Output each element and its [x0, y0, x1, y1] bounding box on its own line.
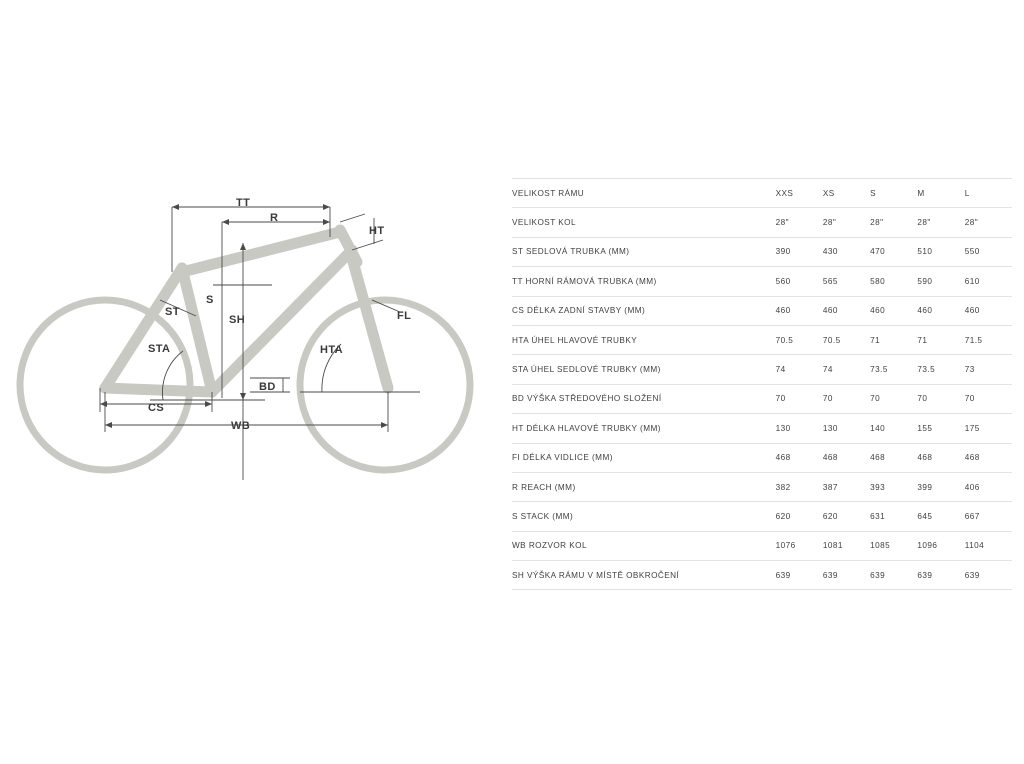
row-label: WB ROZVOR KOL: [512, 531, 776, 560]
cell-l: 460: [965, 296, 1012, 325]
cell-xxs: 1076: [776, 531, 823, 560]
cell-xxs: 130: [776, 414, 823, 443]
cell-l: 550: [965, 237, 1012, 266]
cell-xs: 468: [823, 443, 870, 472]
row-label: ST SEDLOVÁ TRUBKA (MM): [512, 237, 776, 266]
cell-xs: 28": [823, 208, 870, 237]
geometry-table-body: [512, 179, 1012, 590]
cell-xs: 565: [823, 267, 870, 296]
cell-l: 73: [965, 355, 1012, 384]
cell-l: 639: [965, 561, 1012, 590]
cell-s: 70: [870, 384, 917, 413]
table-row: [512, 355, 1012, 384]
cell-m: M: [917, 179, 964, 208]
cell-xxs: 639: [776, 561, 823, 590]
cell-xxs: 74: [776, 355, 823, 384]
cell-s: 468: [870, 443, 917, 472]
cell-l: 70: [965, 384, 1012, 413]
table-row: [512, 502, 1012, 531]
cell-l: 406: [965, 472, 1012, 501]
row-label: BD VÝŠKA STŘEDOVÉHO SLOŽENÍ: [512, 384, 776, 413]
cell-m: 510: [917, 237, 964, 266]
cell-xs: 430: [823, 237, 870, 266]
geometry-table-panel: [512, 178, 1012, 590]
label-TT: TT: [236, 197, 251, 209]
cell-m: 28": [917, 208, 964, 237]
cell-s: 470: [870, 237, 917, 266]
cell-s: 393: [870, 472, 917, 501]
cell-xs: 387: [823, 472, 870, 501]
cell-s: 1085: [870, 531, 917, 560]
cell-xxs: 70.5: [776, 325, 823, 354]
cell-m: 460: [917, 296, 964, 325]
cell-m: 590: [917, 267, 964, 296]
cell-s: 71: [870, 325, 917, 354]
cell-m: 73.5: [917, 355, 964, 384]
cell-m: 70: [917, 384, 964, 413]
table-row: [512, 267, 1012, 296]
cell-xxs: 460: [776, 296, 823, 325]
cell-xxs: 620: [776, 502, 823, 531]
cell-l: 667: [965, 502, 1012, 531]
cell-m: 639: [917, 561, 964, 590]
cell-xxs: 70: [776, 384, 823, 413]
cell-m: 399: [917, 472, 964, 501]
table-row: [512, 296, 1012, 325]
row-label: VELIKOST RÁMU: [512, 179, 776, 208]
row-label: TT HORNÍ RÁMOVÁ TRUBKA (MM): [512, 267, 776, 296]
table-row: [512, 414, 1012, 443]
cell-l: 71.5: [965, 325, 1012, 354]
cell-xs: 70.5: [823, 325, 870, 354]
row-label: SH VÝŠKA RÁMU V MÍSTĚ OBKROČENÍ: [512, 561, 776, 590]
top-tube: [182, 232, 340, 272]
row-label: S STACK (MM): [512, 502, 776, 531]
cell-xs: 74: [823, 355, 870, 384]
label-CS: CS: [148, 402, 165, 414]
cell-l: 1104: [965, 531, 1012, 560]
cell-xxs: 28": [776, 208, 823, 237]
cell-xxs: 382: [776, 472, 823, 501]
cell-l: 610: [965, 267, 1012, 296]
chainstay: [105, 388, 212, 392]
cell-s: S: [870, 179, 917, 208]
cell-s: 580: [870, 267, 917, 296]
cell-xs: 130: [823, 414, 870, 443]
cell-l: L: [965, 179, 1012, 208]
label-R: R: [270, 212, 279, 224]
table-row: [512, 531, 1012, 560]
cell-xs: XS: [823, 179, 870, 208]
table-row: [512, 384, 1012, 413]
cell-s: 73.5: [870, 355, 917, 384]
row-label: R REACH (MM): [512, 472, 776, 501]
label-HT: HT: [369, 225, 385, 237]
cell-xs: 639: [823, 561, 870, 590]
label-FL: FL: [397, 310, 412, 322]
label-S: S: [206, 294, 214, 306]
cell-s: 28": [870, 208, 917, 237]
row-label: STA ÚHEL SEDLOVÉ TRUBKY (MM): [512, 355, 776, 384]
label-BD: BD: [259, 381, 276, 393]
row-label: HTA ÚHEL HLAVOVÉ TRUBKY: [512, 325, 776, 354]
cell-m: 1096: [917, 531, 964, 560]
cell-xxs: 560: [776, 267, 823, 296]
table-row: [512, 237, 1012, 266]
cell-xxs: 390: [776, 237, 823, 266]
cell-l: 468: [965, 443, 1012, 472]
frame-geometry-diagram: [0, 0, 510, 764]
geometry-table: [512, 178, 1012, 590]
fork: [352, 258, 388, 388]
table-row: [512, 472, 1012, 501]
cell-l: 175: [965, 414, 1012, 443]
cell-xs: 460: [823, 296, 870, 325]
cell-xs: 1081: [823, 531, 870, 560]
table-row-header: [512, 179, 1012, 208]
row-label: CS DÉLKA ZADNÍ STAVBY (MM): [512, 296, 776, 325]
diagram-svg: [0, 0, 510, 764]
cell-m: 155: [917, 414, 964, 443]
row-label: HT DÉLKA HLAVOVÉ TRUBKY (MM): [512, 414, 776, 443]
label-WB: WB: [231, 420, 251, 432]
cell-l: 28": [965, 208, 1012, 237]
label-HTA: HTA: [320, 344, 343, 356]
cell-s: 631: [870, 502, 917, 531]
row-label: VELIKOST KOL: [512, 208, 776, 237]
row-label: FI DÉLKA VIDLICE (MM): [512, 443, 776, 472]
cell-s: 639: [870, 561, 917, 590]
cell-s: 140: [870, 414, 917, 443]
table-row: [512, 443, 1012, 472]
cell-xxs: XXS: [776, 179, 823, 208]
cell-xxs: 468: [776, 443, 823, 472]
cell-m: 71: [917, 325, 964, 354]
cell-xs: 620: [823, 502, 870, 531]
table-row: [512, 325, 1012, 354]
label-SH: SH: [229, 314, 246, 326]
cell-m: 645: [917, 502, 964, 531]
table-row: [512, 208, 1012, 237]
cell-xs: 70: [823, 384, 870, 413]
label-STA: STA: [148, 343, 171, 355]
label-ST: ST: [165, 306, 180, 318]
cell-s: 460: [870, 296, 917, 325]
table-row: [512, 561, 1012, 590]
cell-m: 468: [917, 443, 964, 472]
